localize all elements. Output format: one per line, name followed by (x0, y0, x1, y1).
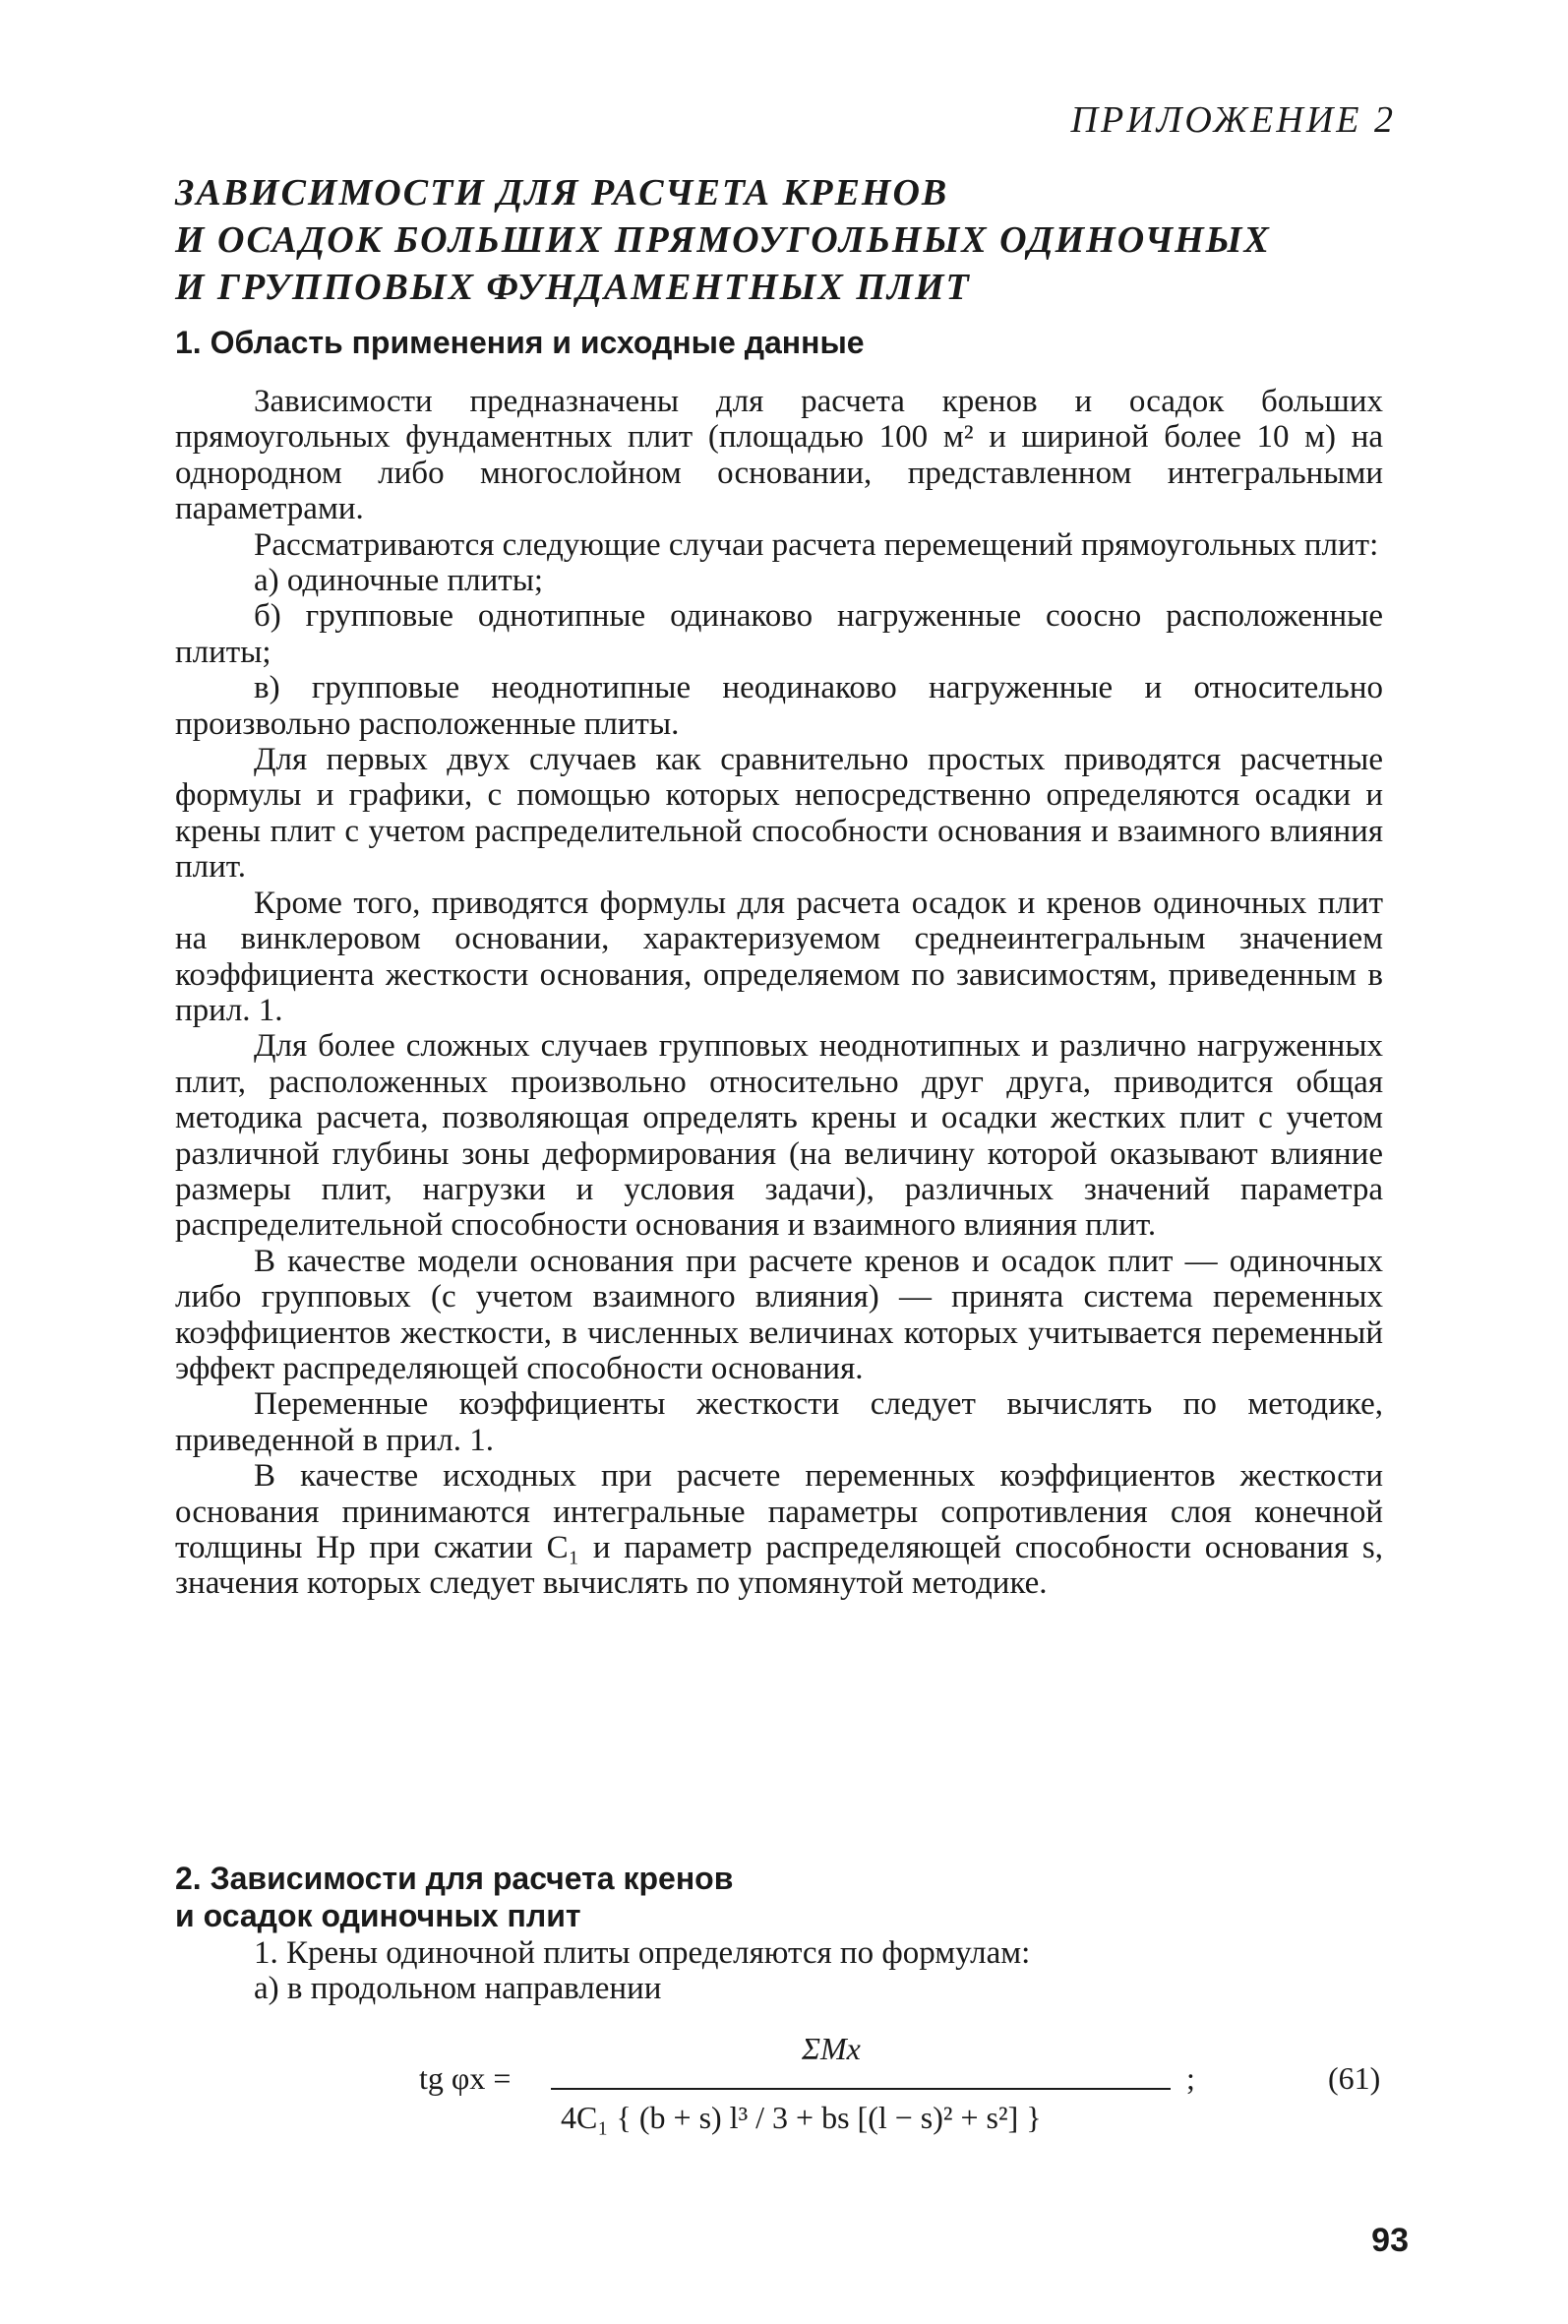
fraction-bar (551, 2088, 1171, 2090)
paragraph: Переменные коэффициенты жесткости следует вычислять по методике, приведенной в прил. 1. (175, 1386, 1383, 1458)
paragraph: Рассматриваются следующие случаи расчета перемещений прямоугольных плит: (254, 526, 1379, 563)
page-number: 93 (1371, 2222, 1409, 2259)
title-line-3: И ГРУППОВЫХ ФУНДАМЕНТНЫХ ПЛИТ (175, 267, 971, 308)
section-2-heading-line-2: и осадок одиночных плит (175, 1898, 581, 1933)
section-1-heading: 1. Область применения и исходные данные (175, 325, 865, 360)
section-2-heading-line-1: 2. Зависимости для расчета кренов (175, 1861, 734, 1896)
list-item: а) одиночные плиты; (254, 563, 544, 599)
paragraph: Для более сложных случаев групповых неоднотипных и различно нагруженных плит, расположенных произвольно относительно друг друга, приводится общая методика расчета, позволяющая определять крены и осадки жестких плит с учетом различной глубины зоны деформирования (на величину которой оказывают влияние размеры плит, нагрузки и условия задачи), различных значений параметра распределительной способности основания и взаимного влияния плит. (175, 1028, 1383, 1244)
formula-semicolon: ; (1186, 2060, 1195, 2096)
section-2-body (175, 1935, 1383, 2007)
paragraph: Зависимости предназначены для расчета кренов и осадок больших прямоугольных фундаментных плит (площадью 100 м² и шириной более 10 м) на однородном либо многослойном основании, представленном интегральными параметрами. (175, 384, 1383, 527)
equation-number: (61) (1328, 2060, 1381, 2096)
page-title (175, 169, 1356, 311)
appendix-label: ПРИЛОЖЕНИЕ 2 (1070, 99, 1396, 141)
paragraph: Для первых двух случаев как сравнительно простых приводятся расчетные формулы и графики, с помощью которых непосредственно определяются осадки и крены плит с учетом распределительной способности основания и взаимного влияния плит. (175, 742, 1383, 886)
paragraph: 1. Крены одиночной плиты определяются по формулам: (254, 1935, 1031, 1971)
section-1-body (175, 384, 1383, 1602)
section-2-heading (175, 1860, 733, 1934)
formula-61 (413, 2017, 1397, 2165)
paragraph: В качестве исходных при расчете переменных коэффициентов жесткости основания принимаются интегральные параметры сопротивления слоя конечной толщины Hр при сжатии C₁ и параметр распределяющей способности основания s, значения которых следует вычислять по упомянутой методике. (175, 1458, 1383, 1602)
formula-lhs: tg φx = (419, 2060, 512, 2096)
title-line-1: ЗАВИСИМОСТИ ДЛЯ РАСЧЕТА КРЕНОВ (175, 172, 949, 214)
formula-denominator: 4C₁ { (b + s) l³ / 3 + bs [(l − s)² + s²] } (561, 2100, 1042, 2135)
list-item: б) групповые однотипные одинаково нагруженные соосно расположенные плиты; (175, 598, 1383, 670)
formula-numerator: ΣMx (802, 2031, 861, 2066)
paragraph: В качестве модели основания при расчете кренов и осадок плит — одиночных либо групповых (с учетом взаимного влияния) — принята система переменных коэффициентов жесткости, в численных величинах которых учитывается переменный эффект распределяющей способности основания. (175, 1243, 1383, 1386)
list-item: в) групповые неоднотипные неодинаково нагруженные и относительно произвольно расположенные плиты. (175, 670, 1383, 742)
paragraph: а) в продольном направлении (254, 1971, 662, 2007)
paragraph: Кроме того, приводятся формулы для расчета осадок и кренов одиночных плит на винклеровом основании, характеризуемом среднеинтегральным значением коэффициента жесткости основания, определяемом по зависимостям, приведенным в прил. 1. (175, 885, 1383, 1028)
title-line-2: И ОСАДОК БОЛЬШИХ ПРЯМОУГОЛЬНЫХ ОДИНОЧНЫХ (175, 219, 1271, 261)
